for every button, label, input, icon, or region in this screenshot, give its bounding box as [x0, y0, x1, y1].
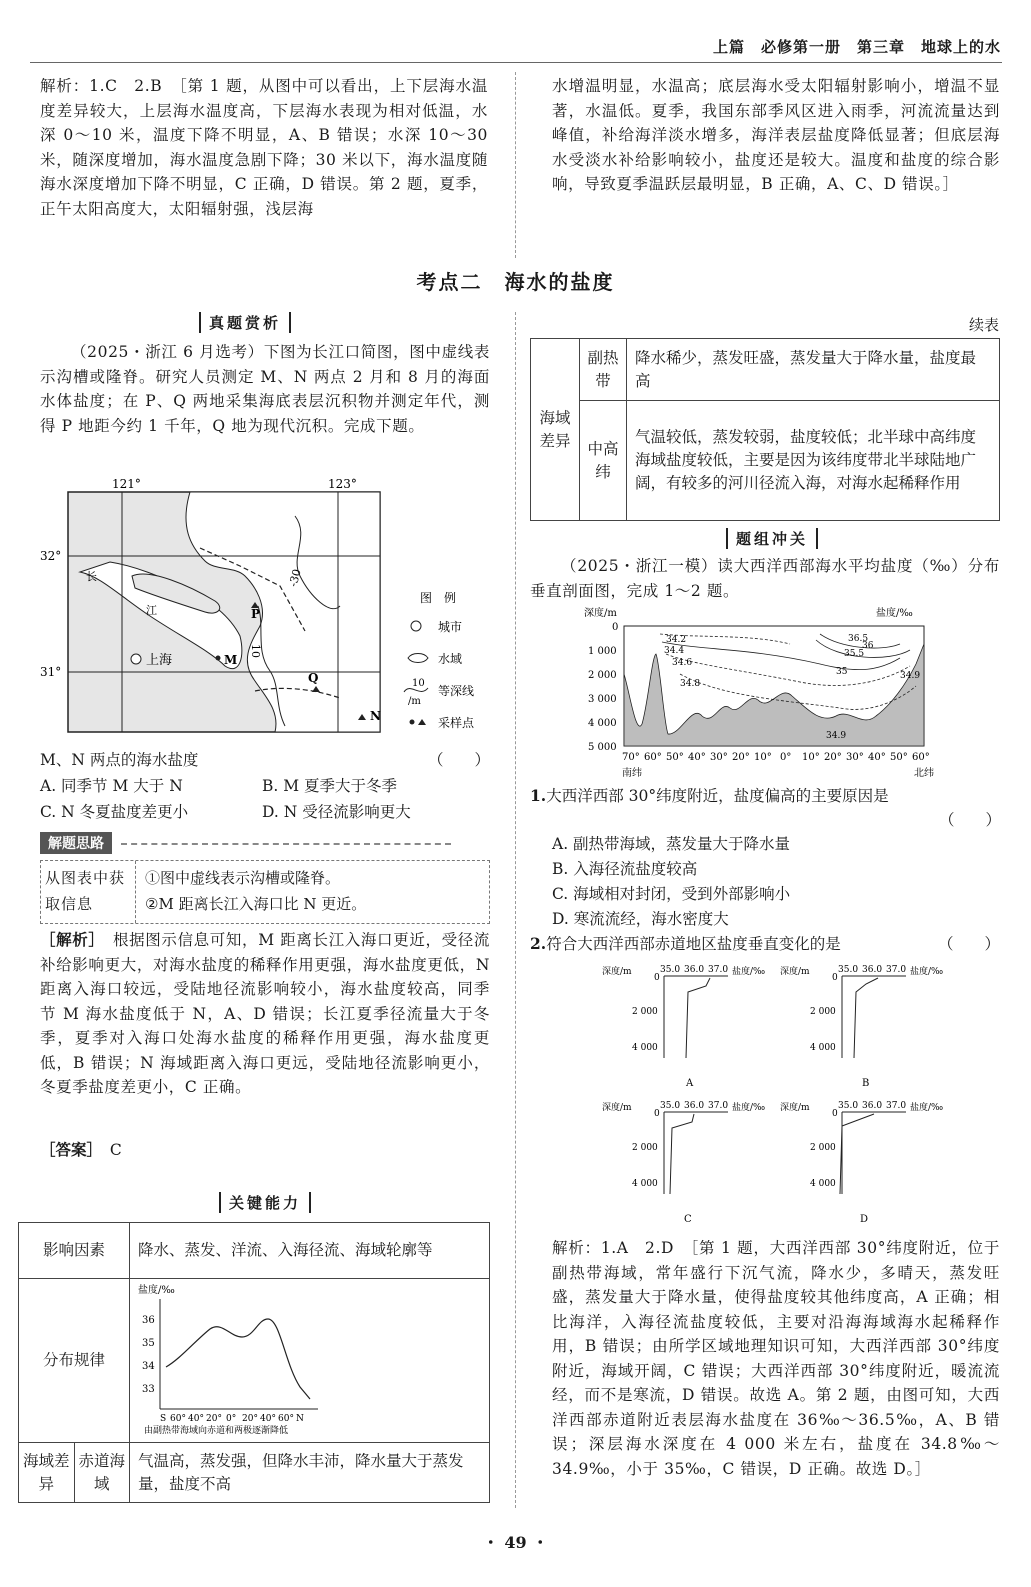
section-title: 考点二 海水的盐度 — [416, 270, 615, 294]
svg-text:35: 35 — [142, 1338, 155, 1349]
q1-option-a: A. 副热带海域，蒸发量大于降水量 — [552, 835, 791, 853]
salinity-latitude-chart — [130, 1279, 330, 1435]
info-item-1: ①图中虚线表示沟槽或隆脊。 — [145, 869, 341, 887]
svg-text:0: 0 — [612, 622, 619, 633]
dist-label: 分布规律 — [19, 1279, 130, 1443]
zhenti-option-a: A. 同季节 M 大于 N — [40, 777, 183, 795]
svg-text:34.9: 34.9 — [826, 731, 847, 741]
cont-row-text-1: 降水稀少，蒸发旺盛，蒸发量大于降水量，盐度最高 — [627, 339, 1000, 401]
q1-option-b: B. 入海径流盐度较高 — [552, 860, 698, 878]
svg-text:30°: 30° — [846, 752, 864, 763]
q1-bracket: （ ） — [938, 811, 1001, 829]
cont-table-title: 续表 — [968, 316, 999, 334]
lat-label-32: 32° — [40, 549, 62, 563]
sample-point-m — [216, 656, 221, 661]
svg-text:70°: 70° — [622, 752, 640, 763]
svg-text:34: 34 — [142, 1361, 155, 1372]
profile-ylabel: 深度/m — [584, 608, 617, 619]
svg-text:37.0: 37.0 — [708, 965, 729, 975]
svg-text:2 000: 2 000 — [632, 1007, 658, 1017]
dist-caption: 由副热带海域向赤道和两极逐渐降低 — [144, 1426, 289, 1435]
q1-stem: 1.大西洋西部 30°纬度附近，盐度偏高的主要原因是 — [530, 786, 889, 805]
svg-text:4 000: 4 000 — [810, 1043, 836, 1053]
svg-text:2 000: 2 000 — [810, 1143, 836, 1153]
svg-text:60°: 60° — [644, 752, 662, 763]
svg-text:4 000: 4 000 — [632, 1043, 658, 1053]
svg-text:40°: 40° — [260, 1414, 276, 1424]
svg-text:37.0: 37.0 — [708, 1101, 729, 1111]
cont-group-label: 海域差异 — [531, 339, 580, 521]
svg-text:盐度/‰: 盐度/‰ — [910, 967, 944, 977]
svg-text:10°: 10° — [754, 752, 772, 763]
zhenti-analysis: ［解析］ 根据图示信息可知，M 距离长江入海口更近，受径流补给影响更大，对海水盐度的稀释作用更强，海水盐度更低，N 距离入海口较远，受陆地径流影响较小，海水盐度较高，同季节 M 海水盐度低于 N，A、D 错误；长江夏季径流量大于冬季，夏季对入海口处海水盐度的稀释作用更强，海水盐度更低，B 错误；N 海域距离入海口更远，受陆地径流影响更小，冬夏季盐度差更小，C 正确。 — [40, 930, 490, 1096]
svg-text:35.0: 35.0 — [660, 965, 681, 975]
label-chang: 长 — [86, 570, 97, 583]
label-jiang: 江 — [146, 604, 157, 617]
svg-text:33: 33 — [142, 1384, 155, 1395]
legend-sample: 采样点 — [438, 716, 475, 730]
svg-text:20°: 20° — [242, 1414, 258, 1424]
guanjian-title: 关键能力 — [40, 1192, 490, 1213]
factors-label: 影响因素 — [19, 1223, 130, 1279]
label-n: N — [370, 709, 381, 723]
top-right-analysis: 水增温明显，水温高；底层海水受太阳辐射影响小，增温不显著，水温低。夏季，我国东部季风区进入雨季，河流流量达到峰值，补给海洋淡水增多，海洋表层盐度降低显著；但底层海水受淡水补给影响较小，盐度还是较大。温度和盐度的综合影响，导致夏季温跃层最明显，B 正确，A、C、D 错误。］ — [552, 77, 1000, 193]
eq-text: 气温高，蒸发强，但降水丰沛，降水量大于蒸发量，盐度不高 — [130, 1443, 490, 1503]
lat-label-31: 31° — [40, 665, 62, 679]
tizu-analysis: 解析：1.A 2.D ［第 1 题，大西洋西部 30°纬度附近，位于副热带海域，常年盛行下沉气流，降水少，多晴天，蒸发旺盛，蒸发量大于降水量，使得盐度较其他纬度高，A 正确；相比海洋，入海径流盐度较低，主要对沿海海域海水起稀释作用，B 错误；由所学区域地理知识可知，大西洋西部 30°纬度附近，海域开阔，C 错误；大西洋西部 30°纬度附近，暖流流经，而不是寒流，D 错误。故选 A。第 2 题，由图可知，大西洋西部赤道附近表层海水盐度在 36‰～36.5‰，A、B 错误；深层海水深度在 4 000 米左右，盐度在 34.8‰～34.9‰，小于 35‰，C 错误，D 正确。故选 D。］ — [552, 1239, 1000, 1478]
svg-text:盐度/‰: 盐度/‰ — [732, 967, 766, 977]
legend-title: 图 例 — [420, 591, 457, 605]
thinking-label: 解题思路 — [40, 832, 112, 854]
svg-text:0: 0 — [832, 973, 838, 983]
svg-text:3 000: 3 000 — [588, 694, 617, 705]
svg-text:0: 0 — [654, 1109, 660, 1119]
lon-label-121: 121° — [112, 477, 141, 491]
svg-text:34.2: 34.2 — [666, 635, 687, 645]
svg-text:4 000: 4 000 — [588, 718, 617, 729]
svg-text:0°: 0° — [226, 1414, 237, 1424]
mini-chart-a — [598, 962, 778, 1092]
thinking-banner — [40, 832, 490, 854]
svg-text:0°: 0° — [780, 752, 792, 763]
running-header: 上篇 必修第一册 第三章 地球上的水 — [712, 38, 1001, 56]
key-ability-table — [18, 1222, 490, 1503]
cont-row-text-2: 气温较低，蒸发较弱，盐度较低；北半球中高纬度海域盐度较低，主要是因为该纬度带北半球陆地广阔，有较多的河川径流入海，对海水起稀释作用 — [627, 401, 1000, 521]
svg-text:50°: 50° — [666, 752, 684, 763]
svg-text:36.0: 36.0 — [862, 965, 883, 975]
svg-text:36: 36 — [142, 1315, 155, 1326]
dist-ylabel: 盐度/‰ — [138, 1285, 175, 1296]
svg-text:35.5: 35.5 — [844, 649, 865, 659]
diff-label: 海域差异 — [19, 1443, 75, 1503]
info-label: 从图表中获取信息 — [45, 869, 126, 913]
mini-letter-a: A — [686, 1078, 694, 1089]
atlantic-salinity-profile — [580, 604, 952, 780]
legend-isobath: 等深线 — [438, 684, 475, 698]
svg-text:34.4: 34.4 — [664, 646, 685, 656]
dist-chart-cell — [130, 1279, 490, 1443]
svg-text:37.0: 37.0 — [886, 1101, 907, 1111]
svg-text:0: 0 — [832, 1109, 838, 1119]
svg-text:S: S — [160, 1414, 167, 1424]
yangtze-estuary-map — [40, 476, 490, 738]
svg-text:深度/m: 深度/m — [602, 1103, 632, 1113]
q1-option-d: D. 寒流流经，海水密度大 — [552, 910, 729, 928]
svg-text:35.0: 35.0 — [838, 1101, 859, 1111]
zhenti-answer: ［答案］ C — [40, 1140, 122, 1159]
svg-text:20°: 20° — [732, 752, 750, 763]
mini-curve-b — [854, 978, 878, 1058]
svg-text:36.5: 36.5 — [848, 634, 869, 644]
thinking-dash — [121, 843, 451, 845]
svg-text:60°: 60° — [278, 1414, 294, 1424]
mini-letter-b: B — [862, 1078, 870, 1089]
page-number: ・ 49 ・ — [482, 1533, 549, 1552]
svg-text:60°: 60° — [912, 752, 930, 763]
header-rule — [30, 62, 1002, 63]
svg-text:36.0: 36.0 — [684, 1101, 705, 1111]
svg-text:4 000: 4 000 — [810, 1179, 836, 1189]
svg-text:20°: 20° — [206, 1414, 222, 1424]
lon-label-123: 123° — [328, 477, 357, 491]
svg-text:深度/m: 深度/m — [602, 967, 632, 977]
label-q: Q — [308, 671, 319, 685]
zhenti-option-c: C. N 冬夏盐度差更小 — [40, 803, 189, 821]
cont-row-label-2: 中高纬 — [580, 401, 627, 521]
svg-text:50°: 50° — [890, 752, 908, 763]
mini-chart-c — [598, 1098, 778, 1228]
legend-water: 水域 — [438, 652, 463, 666]
legend-city: 城市 — [438, 620, 463, 634]
svg-text:36: 36 — [862, 641, 874, 651]
svg-text:10°: 10° — [802, 752, 820, 763]
svg-text:40°: 40° — [188, 1414, 204, 1424]
city-shanghai — [131, 654, 141, 664]
svg-text:盐度/‰: 盐度/‰ — [910, 1103, 944, 1113]
svg-text:2 000: 2 000 — [588, 670, 617, 681]
svg-text:36.0: 36.0 — [862, 1101, 883, 1111]
svg-text:35: 35 — [836, 667, 848, 677]
legend-isobath-unit: /m — [408, 696, 421, 707]
svg-text:4 000: 4 000 — [632, 1179, 658, 1189]
info-box — [40, 860, 490, 924]
profile-salinity-label: 盐度/‰ — [876, 608, 913, 619]
svg-text:深度/m: 深度/m — [780, 1103, 810, 1113]
isobath-label-10: 10 — [249, 644, 262, 658]
profile-south: 南纬 — [622, 768, 642, 779]
svg-text:35.0: 35.0 — [660, 1101, 681, 1111]
mini-curve-a — [686, 978, 710, 1058]
svg-text:35.0: 35.0 — [838, 965, 859, 975]
svg-text:34.9: 34.9 — [900, 671, 921, 681]
eq-label: 赤道海域 — [74, 1443, 130, 1503]
svg-text:20°: 20° — [824, 752, 842, 763]
zhenti-option-d: D. N 受径流影响更大 — [262, 803, 411, 821]
profile-north: 北纬 — [914, 768, 934, 779]
mini-chart-d — [776, 1098, 956, 1228]
info-item-2: ②M 距离长江入海口比 N 更近。 — [145, 895, 367, 913]
svg-text:2 000: 2 000 — [632, 1143, 658, 1153]
column-divider-top — [515, 72, 516, 258]
continued-table — [530, 338, 1000, 521]
isobath-label-30: -30 — [286, 567, 304, 589]
mini-curve-c — [670, 1114, 694, 1194]
svg-text:2 000: 2 000 — [810, 1007, 836, 1017]
q1-option-c: C. 海域相对封闭，受到外部影响小 — [552, 885, 791, 903]
svg-text:40°: 40° — [868, 752, 886, 763]
svg-text:37.0: 37.0 — [886, 965, 907, 975]
analysis-label: ［解析］ — [40, 930, 97, 949]
svg-text:5 000: 5 000 — [588, 742, 617, 753]
tizu-title: 题组冲关 — [552, 528, 992, 549]
zhenti-question: M、N 两点的海水盐度 （ ） — [40, 751, 490, 769]
zhenti-option-b: B. M 夏季大于冬季 — [262, 777, 398, 795]
mini-chart-b — [776, 962, 956, 1092]
svg-text:34.8: 34.8 — [680, 679, 701, 689]
svg-text:1 000: 1 000 — [588, 646, 617, 657]
svg-text:40°: 40° — [688, 752, 706, 763]
legend-isobath-value: 10 — [412, 678, 425, 689]
mini-letter-c: C — [684, 1214, 692, 1225]
svg-text:34.6: 34.6 — [672, 658, 693, 668]
mini-curve-d — [840, 1114, 874, 1194]
svg-text:30°: 30° — [710, 752, 728, 763]
label-p: P — [251, 607, 261, 621]
svg-text:盐度/‰: 盐度/‰ — [732, 1103, 766, 1113]
cont-row-label-1: 副热带 — [580, 339, 627, 401]
tizu-intro: （2025・浙江一模）读大西洋西部海水平均盐度（‰）分布垂直剖面图，完成 1～2 题。 — [530, 557, 1000, 600]
svg-text:60°: 60° — [170, 1414, 186, 1424]
mini-letter-d: D — [860, 1214, 869, 1225]
salinity-curve — [166, 1319, 310, 1399]
svg-text:36.0: 36.0 — [684, 965, 705, 975]
label-m: M — [224, 653, 238, 667]
svg-text:N: N — [296, 1414, 304, 1424]
factors-text: 降水、蒸发、洋流、入海径流、海域轮廓等 — [130, 1223, 490, 1279]
svg-text:0: 0 — [654, 973, 660, 983]
q2-stem: 2.符合大西洋西部赤道地区盐度垂直变化的是 （ ） — [530, 934, 1000, 953]
zhenti-intro: （2025・浙江 6 月选考）下图为长江口简图，图中虚线表示沟槽或隆脊。研究人员测定 M、N 两点 2 月和 8 月的海面水体盐度；在 P、Q 两地采集海底表层沉积物并测定年代，测得 P 地距今约 1 千年，Q 地为现代沉积。完成下题。 — [40, 343, 490, 435]
column-divider-main — [515, 312, 516, 1508]
svg-text:深度/m: 深度/m — [780, 967, 810, 977]
label-shanghai: 上海 — [146, 653, 173, 668]
top-left-analysis: 解析：1.C 2.B ［第 1 题，从图中可以看出，上下层海水温度差异较大，上层海水温度高，下层海水表现为相对低温，水深 0～10 米，温度下降不明显，A、B 错误；水深 10～30 米，随深度增加，海水温度急剧下降；30 米以下，海水温度随海水深度增加下降不明显，C 正确，D 错误。第 2 题，夏季，正午太阳高度大，太阳辐射强，浅层海 — [40, 77, 488, 218]
zhenti-title: 真题赏析 — [40, 312, 450, 333]
